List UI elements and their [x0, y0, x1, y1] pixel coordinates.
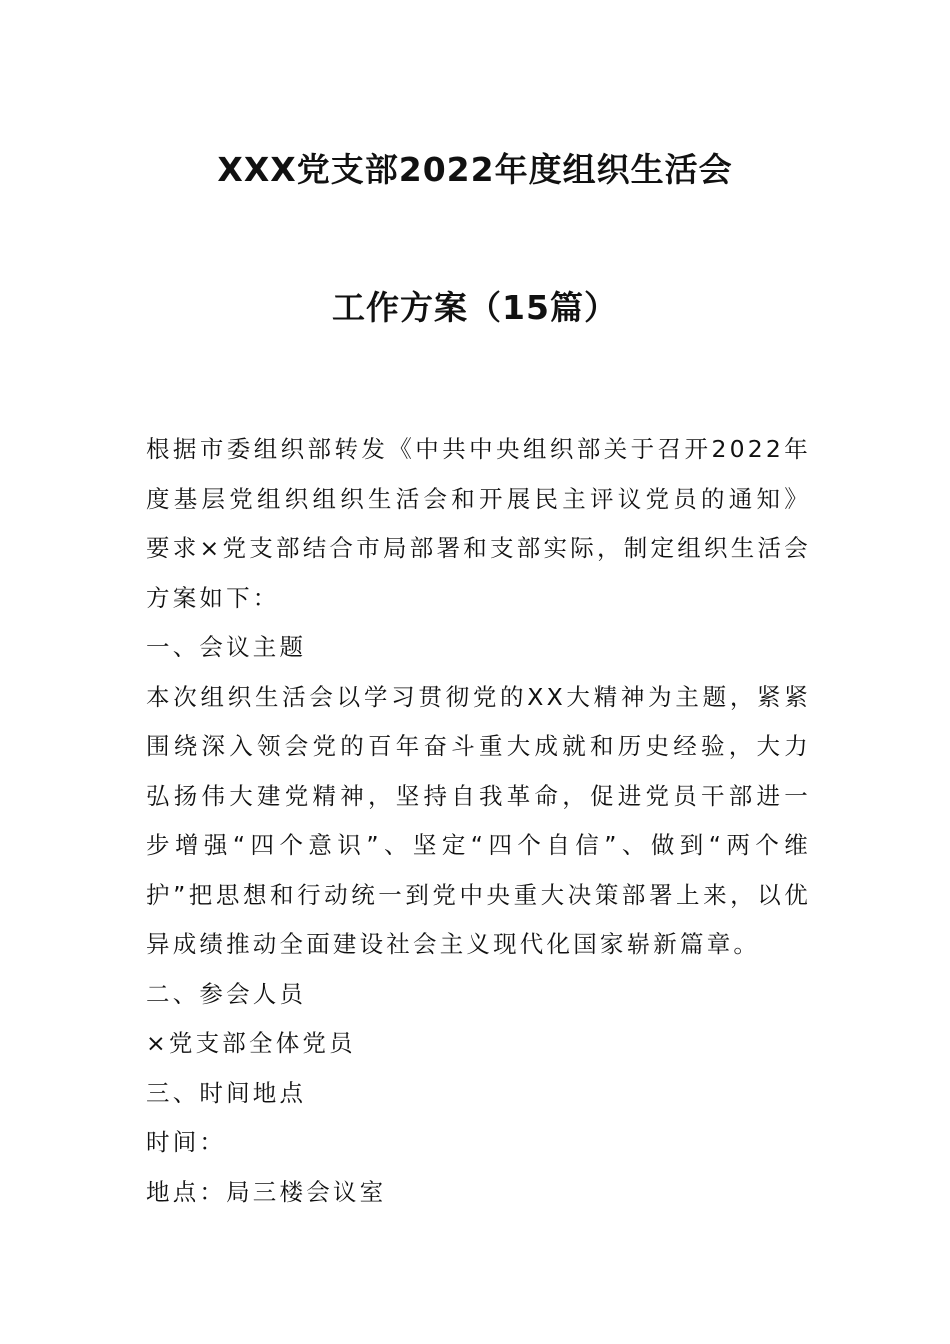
- document-title-line-1: XXX党支部2022年度组织生活会: [217, 150, 733, 189]
- document-title-line-2: 工作方案（15篇）: [332, 288, 618, 327]
- place-line: 地点：局三楼会议室: [146, 1177, 387, 1206]
- attendees-paragraph: ×党支部全体党员: [146, 1029, 356, 1057]
- section-heading-3: 三、时间地点: [146, 1078, 307, 1107]
- time-line: 时间：: [146, 1128, 227, 1156]
- document-body: [146, 425, 811, 1217]
- section-heading-1: 一、会议主题: [146, 633, 307, 661]
- section-heading-2: 二、参会人员: [146, 979, 307, 1008]
- theme-paragraph: 本次组织生活会以学习贯彻党的XX大精神为主题，紧紧围绕深入领会党的百年奋斗重大成就和历史经验，大力弘扬伟大建党精神，坚持自我革命，促进党员干部进一步增强“四个意识”、坚定“四个自信”、做到“两个维护”把思想和行动统一到党中央重大决策部署上来，以优异成绩推动全面建设社会主义现代化国家崭新篇章。: [146, 682, 811, 958]
- intro-paragraph: 根据市委组织部转发《中共中央组织部关于召开2022年度基层党组织组织生活会和开展民主评议党员的通知》要求×党支部结合市局部署和支部实际，制定组织生活会方案如下：: [146, 435, 811, 612]
